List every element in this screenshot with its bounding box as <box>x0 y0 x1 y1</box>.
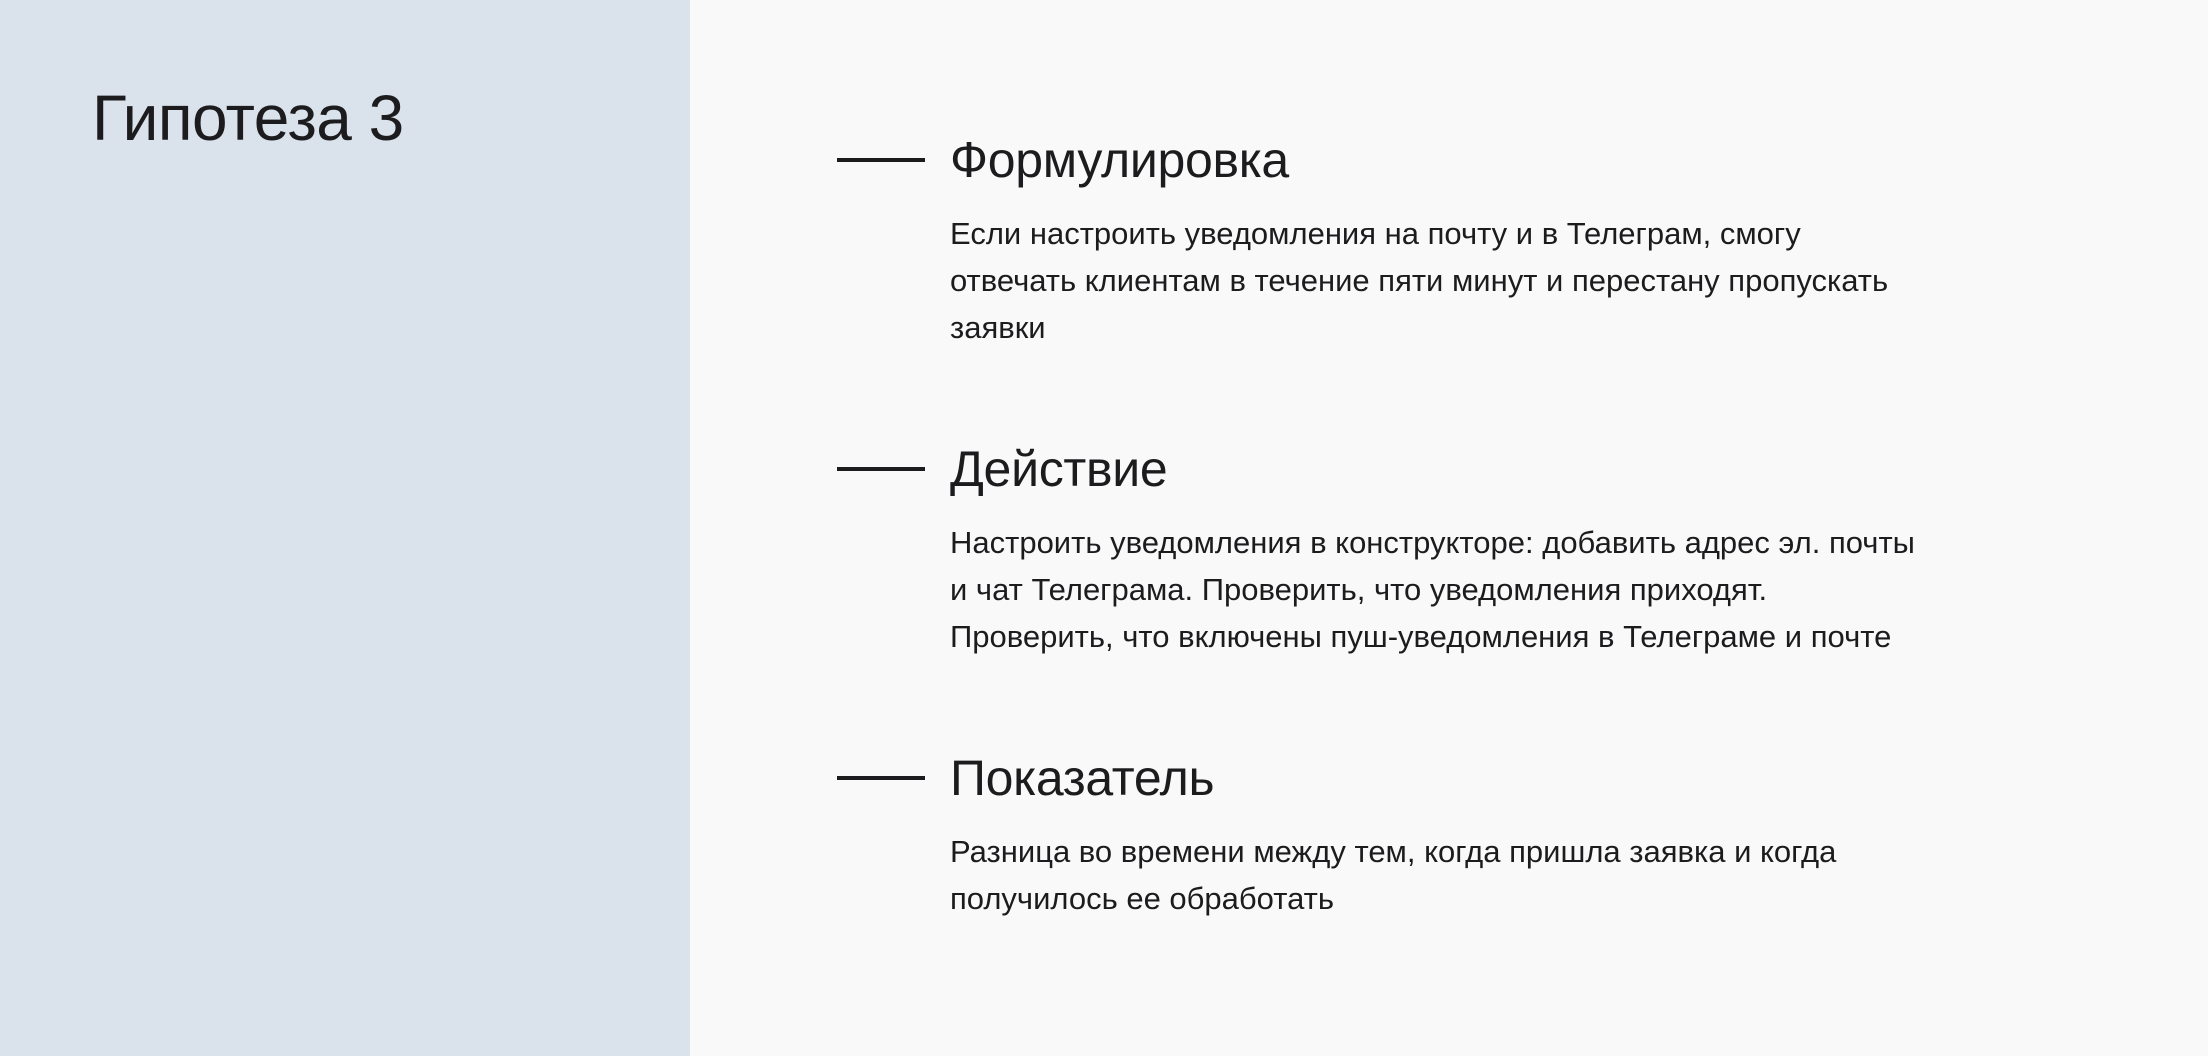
section-title: Показатель <box>950 750 1215 806</box>
sidebar-panel <box>0 0 690 1056</box>
body-line: Если настроить уведомления на почту и в Телеграм, смогу <box>950 216 1801 251</box>
section-header <box>837 128 1897 192</box>
section-title: Формулировка <box>950 132 1289 188</box>
body-line: получилось ее обработать <box>950 881 1334 916</box>
section-body <box>950 210 1897 351</box>
body-line: заявки <box>950 310 1046 345</box>
body-line: Проверить, что включены пуш-уведомления в Телеграме и почте <box>950 619 1892 654</box>
body-line: отвечать клиентам в течение пяти минут и перестану пропускать <box>950 263 1889 298</box>
section-body <box>950 828 1897 922</box>
section-header <box>837 437 1897 501</box>
dash-divider <box>837 158 925 162</box>
section-metric <box>837 746 1897 922</box>
section-formulation <box>837 128 1897 351</box>
section-header <box>837 746 1897 810</box>
dash-divider <box>837 776 925 780</box>
body-line: и чат Телеграма. Проверить, что уведомления приходят. <box>950 572 1768 607</box>
body-line: Настроить уведомления в конструкторе: добавить адрес эл. почты <box>950 525 1915 560</box>
section-action <box>837 437 1915 660</box>
dash-divider <box>837 467 925 471</box>
page-title: Гипотеза 3 <box>92 82 404 154</box>
content-area <box>690 0 2208 1056</box>
body-line: Разница во времени между тем, когда пришла заявка и когда <box>950 834 1837 869</box>
section-title: Действие <box>950 441 1168 497</box>
section-body <box>950 519 1915 660</box>
